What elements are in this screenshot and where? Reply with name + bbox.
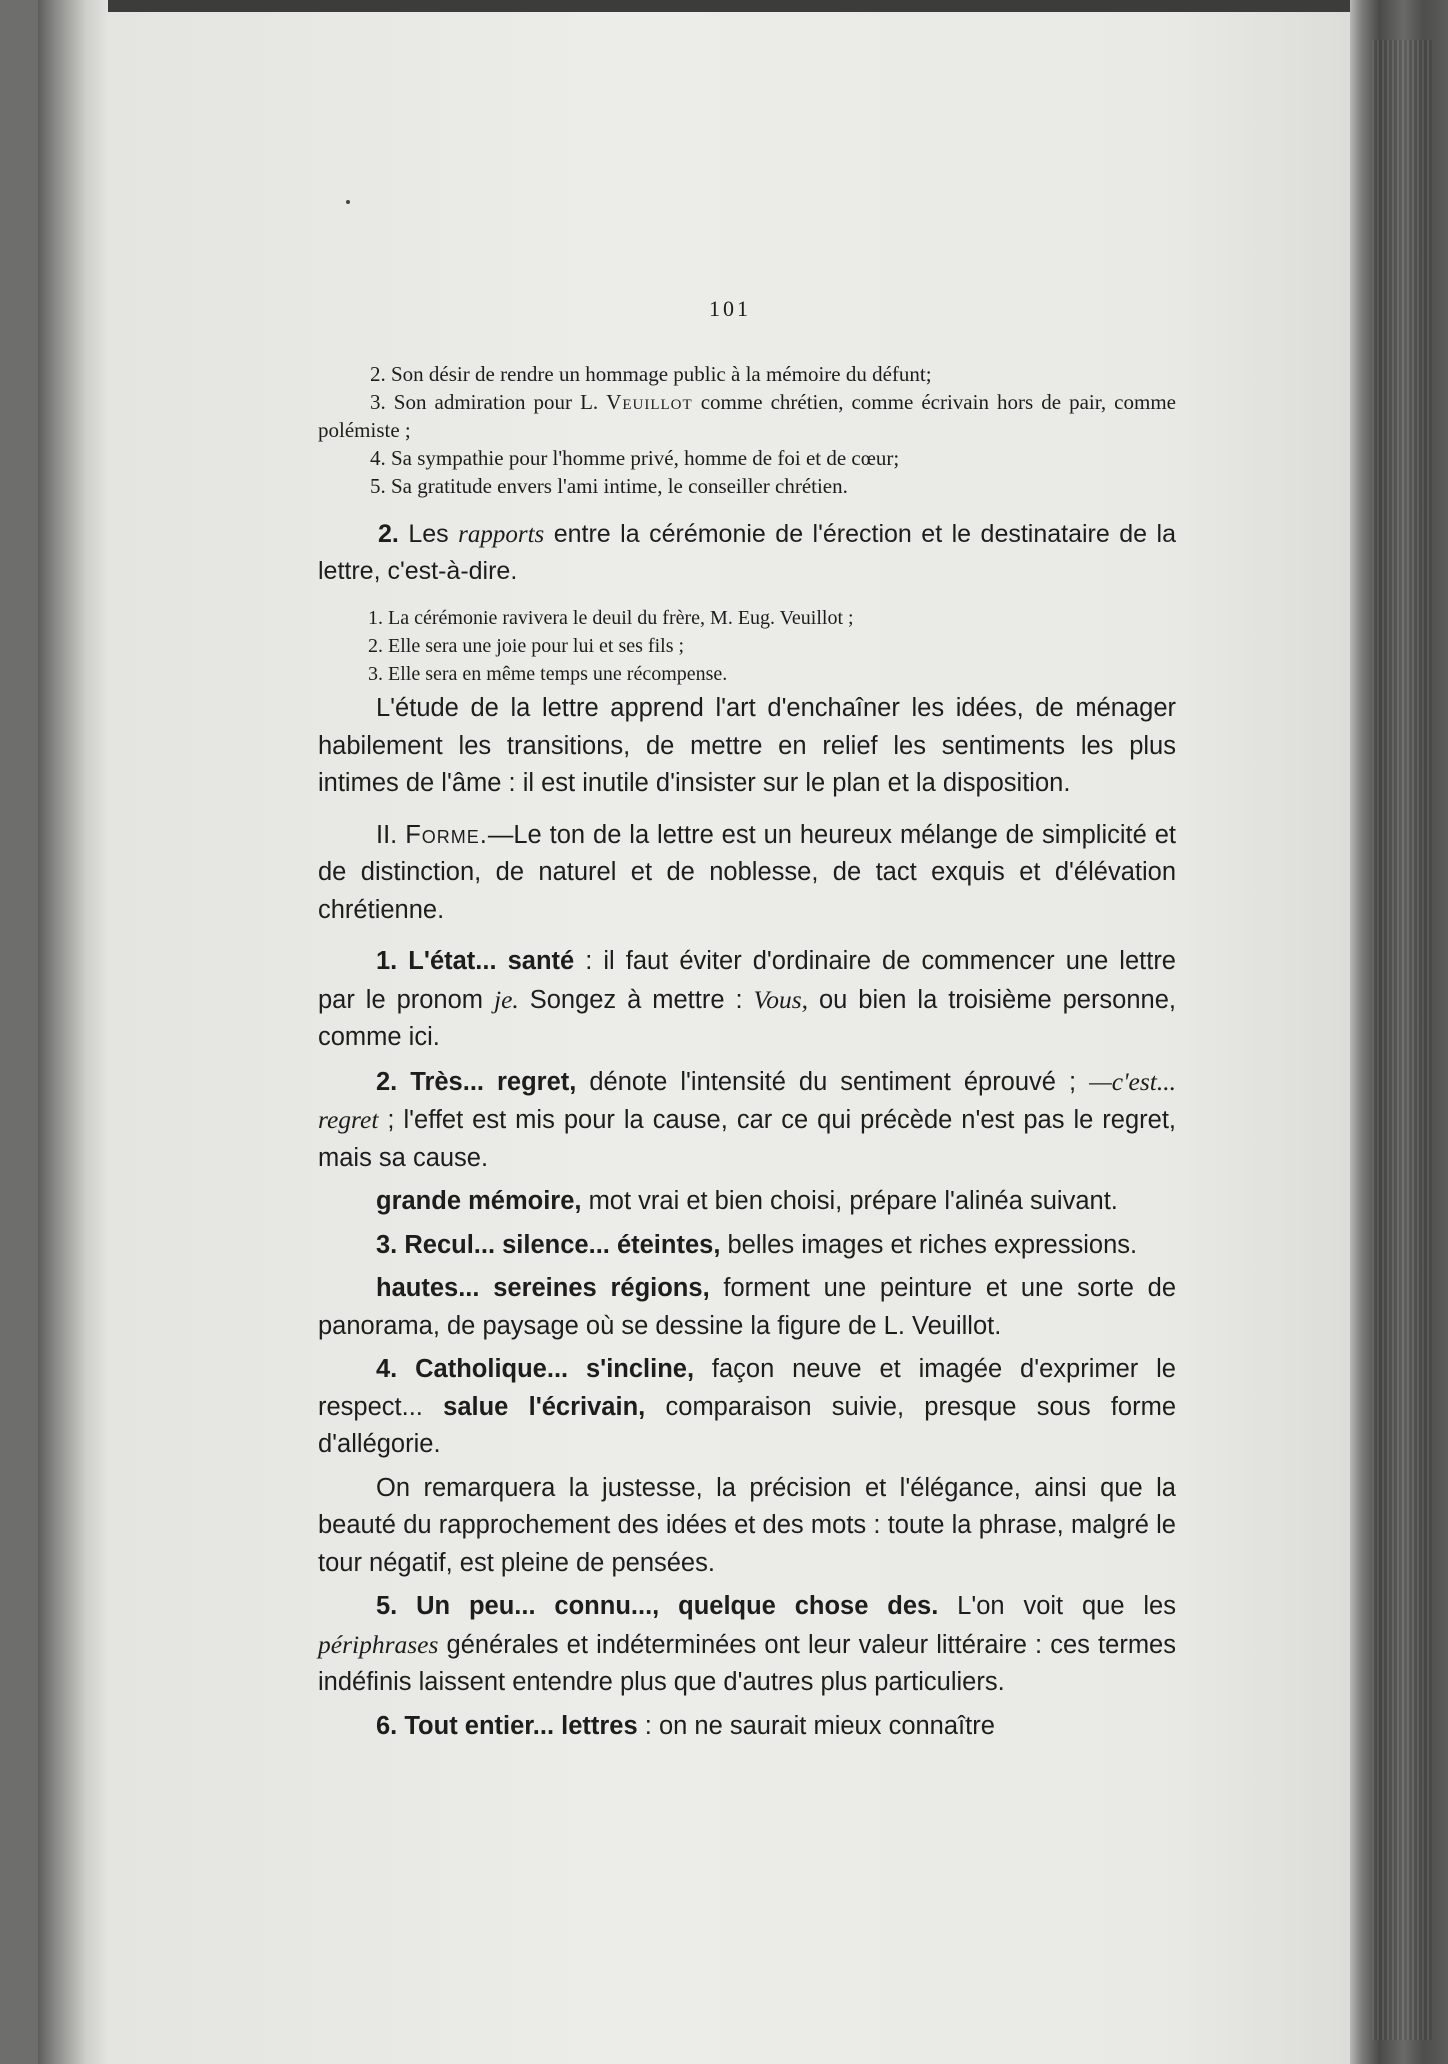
paragraph-forme: II. Forme.—Le ton de la lettre est un heureux mélange de simplicité et de distinction, de naturel et de noblesse, de tact exquis et d'élévation chrétienne.: [318, 820, 1177, 924]
summary-list: [318, 360, 1176, 500]
sublist-item: 2. Elle sera une joie pour lui et ses fils ;: [368, 635, 685, 657]
paragraph-un-peu: 5. Un peu... connu..., quelque chose des. L'on voit que les périphrases générales et indéterminées ont leur valeur littéraire : ces termes indéfinis laissent entendre plus que d'autres plus particuliers.: [318, 1592, 1176, 1696]
point-rapports: 2. Les rapports entre la cérémonie de l'érection et le destinataire de la lettre, c'est-à-dire.: [318, 520, 1176, 585]
ceremony-sublist: [318, 604, 1176, 688]
paragraph-tres-regret: 2. Très... regret, dénote l'intensité du sentiment éprouvé ; —c'est... regret ; l'effet est mis pour la cause, car ce qui précède n'est pas le regret, mais sa cause.: [318, 1066, 1176, 1172]
paragraph-tout-entier: 6. Tout entier... lettres : on ne saurait mieux connaître: [376, 1711, 995, 1740]
book-left-edge: [0, 0, 38, 2064]
paragraph-hautes: hautes... sereines régions, forment une peinture et une sorte de panorama, de paysage où se dessine la figure de L. Veuillot.: [318, 1274, 1177, 1340]
paragraph-catholique: 4. Catholique... s'incline, façon neuve et imagée d'exprimer le respect... salue l'écrivain, comparaison suivie, presque sous forme d'allégorie.: [318, 1355, 1177, 1458]
page-number: 101: [709, 296, 751, 321]
summary-item: 3. Son admiration pour L. Veuillot comme chrétien, comme écrivain hors de pair, comme polémiste ;: [318, 390, 1176, 442]
paragraph-etude: L'étude de la lettre apprend l'art d'enchaîner les idées, de ménager habilement les transitions, de mettre en relief les sentiments les plus intimes de l'âme : il est inutile d'insister sur le plan et la disposition.: [318, 694, 1176, 797]
summary-item: 4. Sa sympathie pour l'homme privé, homme de foi et de cœur;: [370, 446, 900, 470]
paragraph-etat-sante: 1. L'état... santé : il faut éviter d'ordinaire de commencer une lettre par le pronom je. Songez à mettre : Vous, ou bien la troisième personne, comme ici.: [318, 947, 1176, 1051]
paragraph-recul: 3. Recul... silence... éteintes, belles images et riches expressions.: [376, 1230, 1138, 1259]
summary-item: 5. Sa gratitude envers l'ami intime, le conseiller chrétien.: [370, 474, 848, 498]
paragraph-grande-memoire: grande mémoire, mot vrai et bien choisi, prépare l'alinéa suivant.: [376, 1187, 1118, 1215]
scan-top-edge: [0, 0, 1448, 12]
dust-speck: [346, 200, 350, 204]
sublist-item: 1. La cérémonie ravivera le deuil du frère, M. Eug. Veuillot ;: [368, 607, 854, 629]
gutter-shadow: [38, 0, 108, 2064]
page-edge-stripes: [1372, 40, 1432, 2040]
paragraph-justesse: On remarquera la justesse, la précision et l'élégance, ainsi que la beauté du rapprochement des idées et des mots : toute la phrase, malgré le tour négatif, est pleine de pensées.: [318, 1473, 1176, 1577]
summary-item: 2. Son désir de rendre un hommage public à la mémoire du défunt;: [370, 362, 932, 386]
sublist-item: 3. Elle sera en même temps une récompense.: [368, 663, 728, 685]
commentary-body: [318, 690, 1176, 1751]
